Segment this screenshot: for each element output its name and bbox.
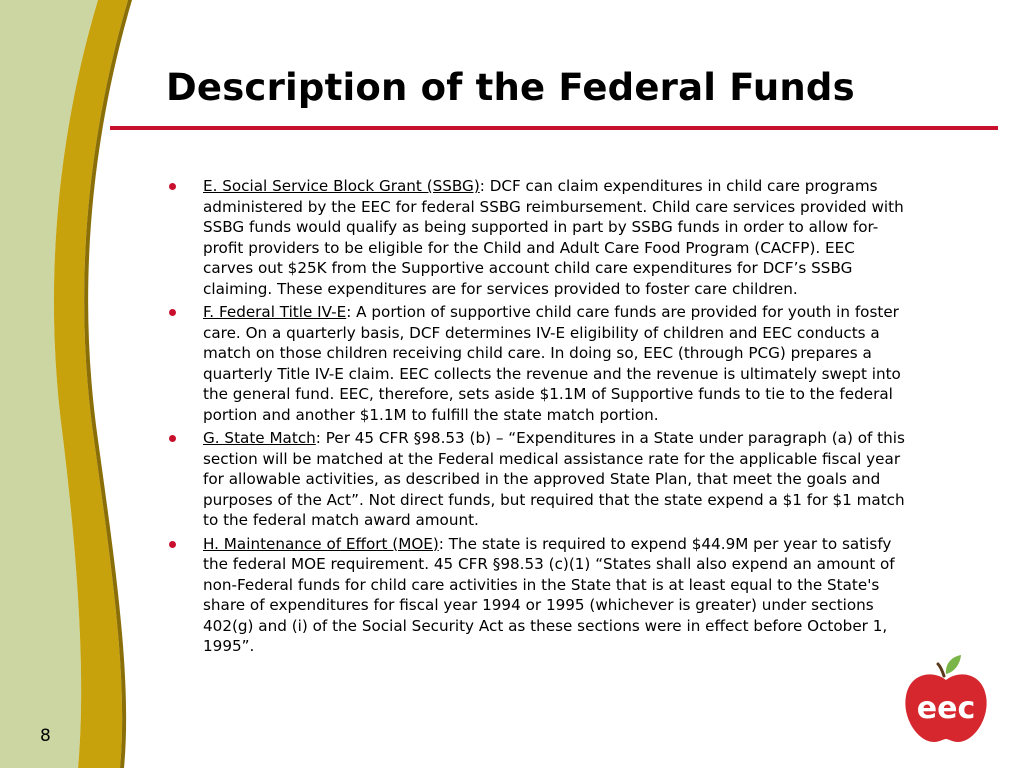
bullet-dot-icon bbox=[169, 183, 176, 190]
title-divider bbox=[110, 126, 998, 130]
bullet-text: : A portion of supportive child care funds are provided for youth in foster care. On a quarterly basis, DCF determines IV-E eligibility of children and EEC conducts a match on those children receiving child care. In doing so, EEC (through PCG) prepares a quarterly Title IV-E claim. EEC collects the revenue and the revenue is ultimately swept into the general fund. EEC, therefore, sets aside $1.1M of Supportive funds to tie to the federal portion and another $1.1M to fulfill the state match portion. bbox=[203, 303, 901, 424]
apple-logo-icon bbox=[898, 652, 994, 748]
bullet-item-ssbg bbox=[168, 176, 908, 299]
bullet-item-title-iv-e bbox=[168, 302, 908, 425]
bullet-heading: F. Federal Title IV-E bbox=[203, 303, 347, 321]
bullet-text: : Per 45 CFR §98.53 (b) – “Expenditures in a State under paragraph (a) of this section will be matched at the Federal medical assistance rate for the applicable fiscal year for allowable activities, as described in the approved State Plan, that meet the goals and purposes of the Act”. Not direct funds, but required that the state expend a $1 for $1 match to the federal match award amount. bbox=[203, 429, 905, 529]
slide-title: Description of the Federal Funds bbox=[166, 66, 855, 109]
bullet-dot-icon bbox=[169, 541, 176, 548]
left-wave-decoration bbox=[0, 0, 140, 768]
bullet-heading: E. Social Service Block Grant (SSBG) bbox=[203, 177, 480, 195]
bullet-dot-icon bbox=[169, 435, 176, 442]
bullet-dot-icon bbox=[169, 309, 176, 316]
bullet-list bbox=[168, 176, 908, 660]
bullet-heading: H. Maintenance of Effort (MOE) bbox=[203, 534, 439, 553]
bullet-item-state-match bbox=[168, 428, 908, 531]
bullet-text: : DCF can claim expenditures in child care programs administered by the EEC for federal SSBG reimbursement. Child care services provided with SSBG funds would qualify as being supported in part by SSBG funds in order to allow for-profit providers to be eligible for the Child and Adult Care Food Program (CACFP). EEC carves out $25K from the Supportive account child care expenditures for DCF’s SSBG claiming. These expenditures are for services provided to foster care children. bbox=[203, 177, 904, 298]
bullet-text: : The state is required to expend $44.9M per year to satisfy the federal MOE requirement. 45 CFR §98.53 (c)(1) “States shall also expend an amount of non-Federal funds for child care activities in the State that is at least equal to the State's share of expenditures for fiscal year 1994 or 1995 (whichever is greater) under sections 402(g) and (i) of the Social Security Act as these sections were in effect before October 1, 1995”. bbox=[203, 534, 895, 655]
page-number: 8 bbox=[40, 726, 51, 746]
bullet-item-moe bbox=[168, 534, 908, 657]
logo-text: eec bbox=[916, 691, 976, 726]
bullet-heading: G. State Match bbox=[203, 429, 316, 447]
